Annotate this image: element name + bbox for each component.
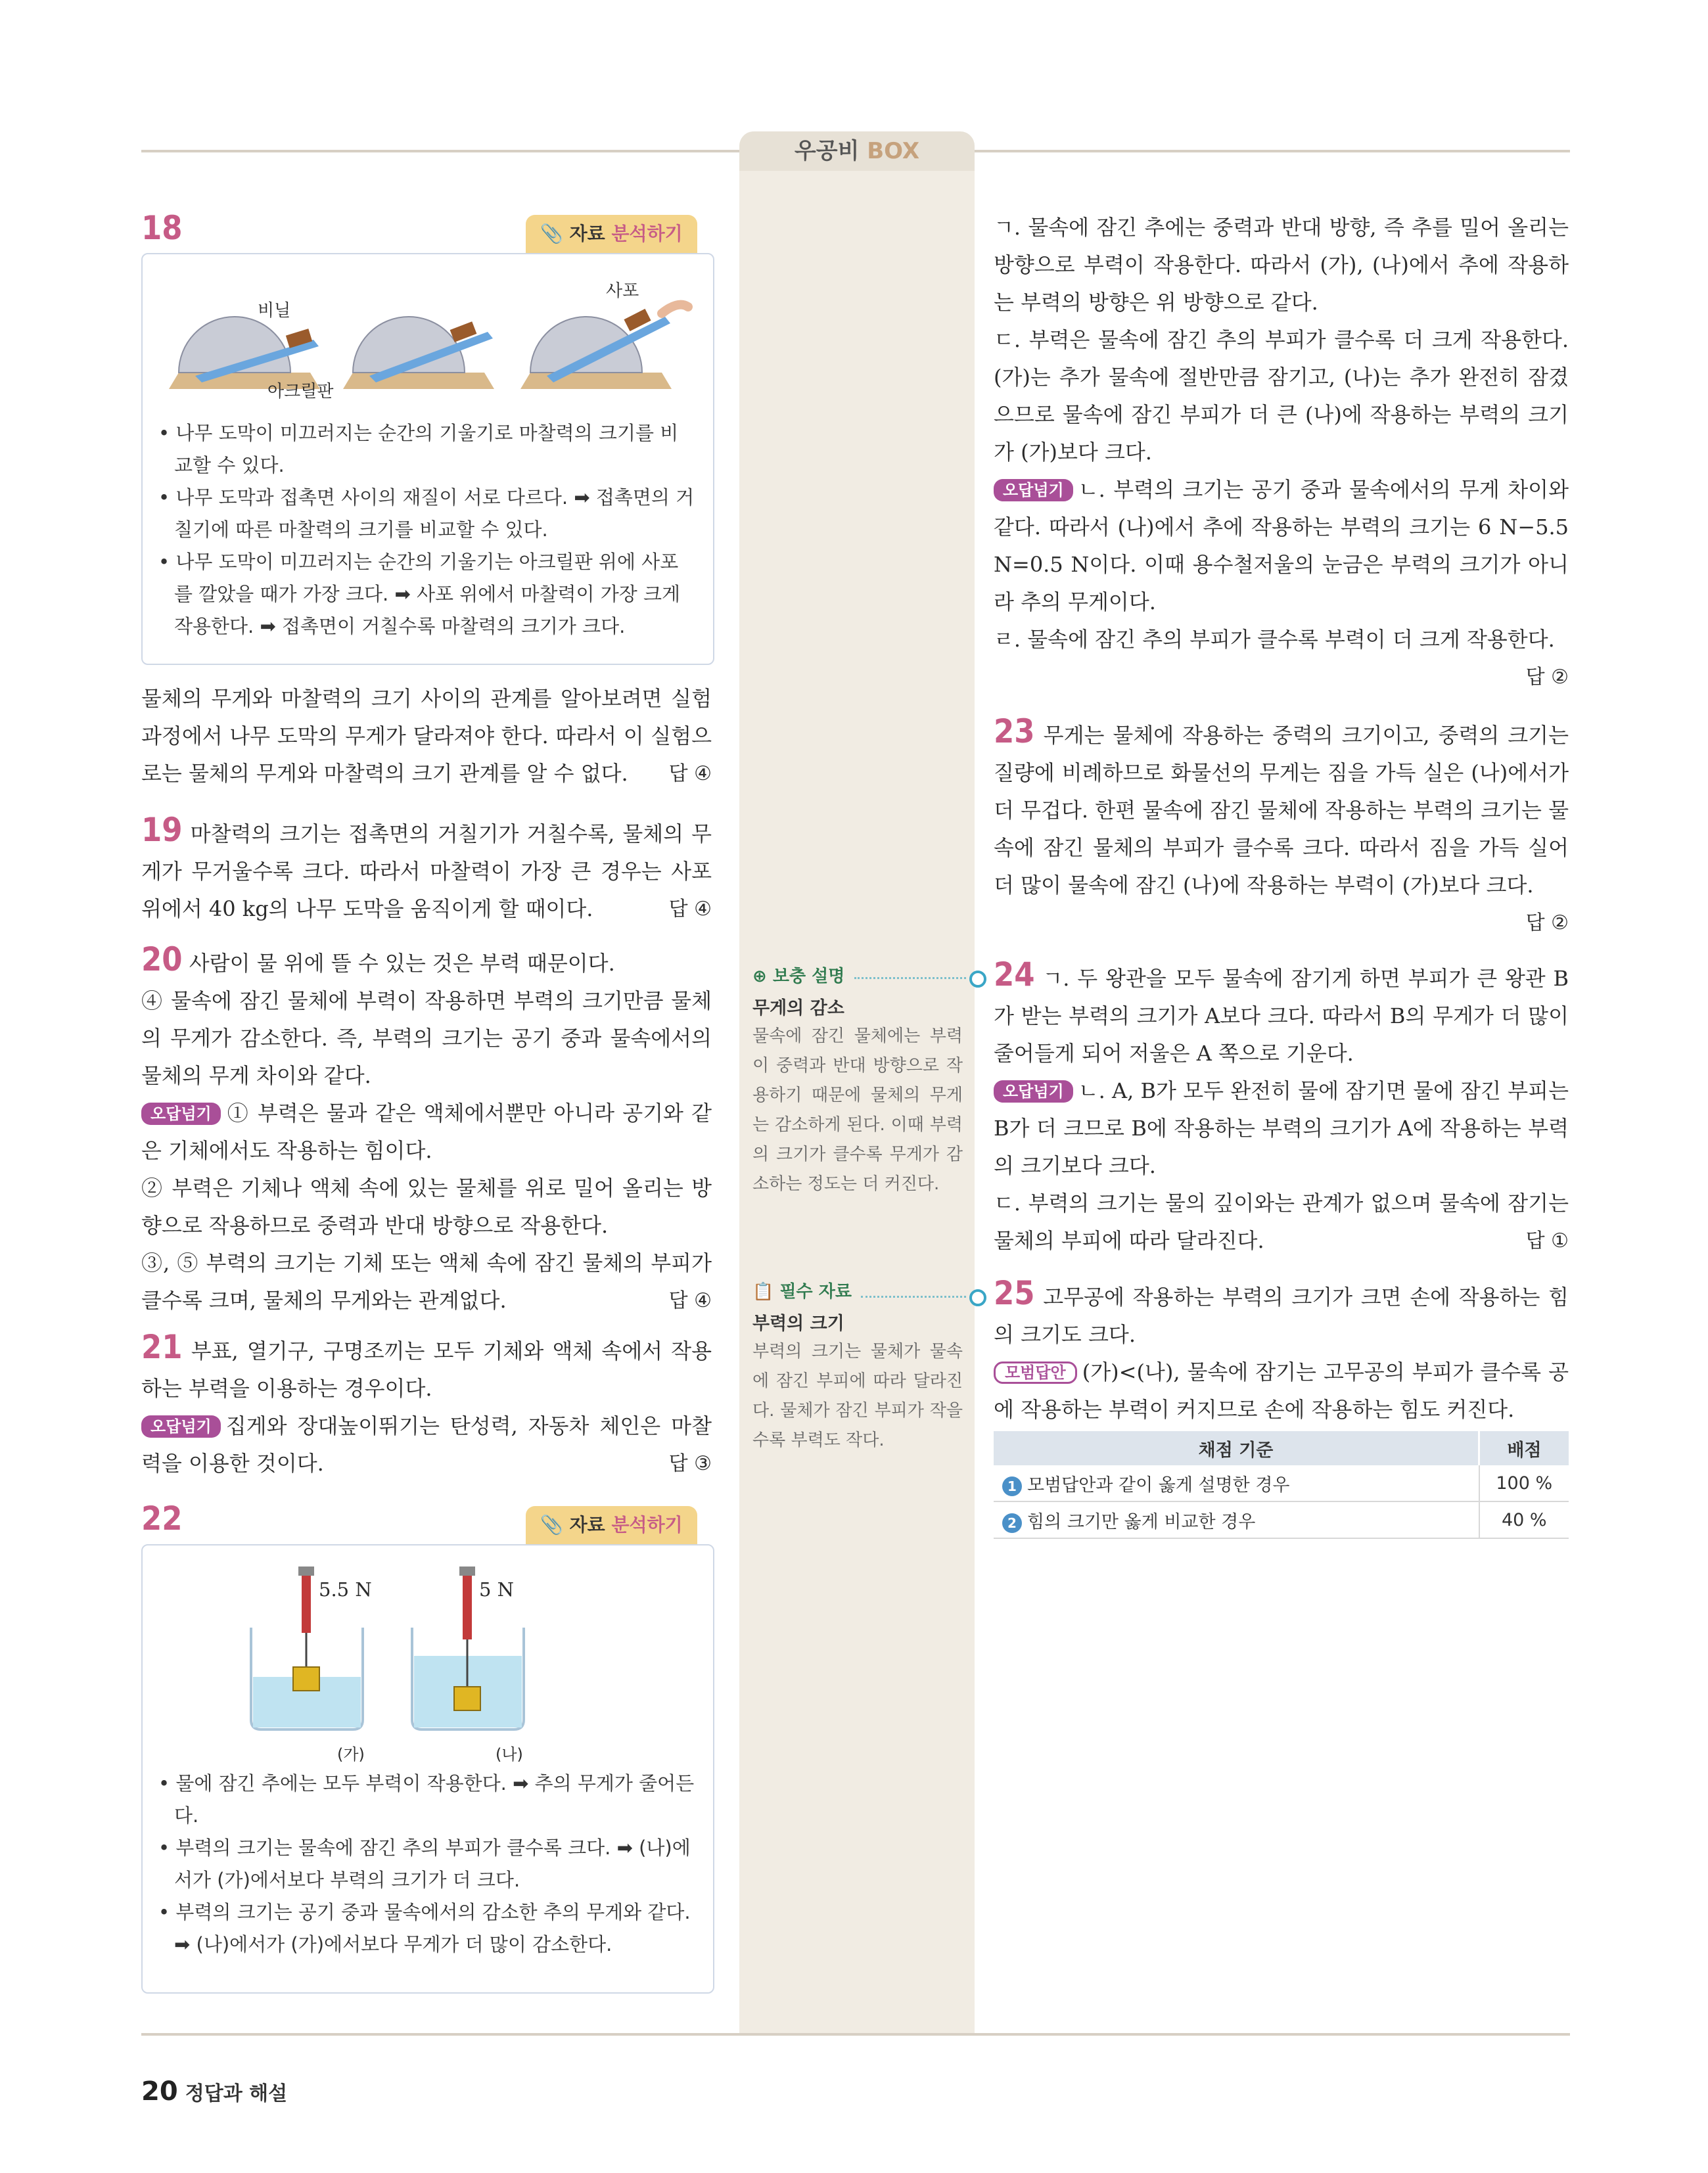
- scoring-table-header: [994, 1431, 1569, 1465]
- row-criteria: 모범답안과 같이 옳게 설명한 경우: [1027, 1475, 1290, 1496]
- table-row: [994, 1501, 1569, 1538]
- row-number-badge: 2: [1002, 1513, 1022, 1533]
- page-number: 20: [141, 2076, 178, 2107]
- q25-number: 25: [994, 1274, 1035, 1312]
- q18-bullet: • 나무 도막이 미끄러지는 순간의 기울기는 아크릴판 위에 사포를 깔았을 때가 가장 크다. ➡ 사포 위에서 마찰력이 가장 크게 작용한다. ➡ 접촉면이 거칠수록 마찰력의 크기가 크다.: [158, 551, 681, 637]
- ramp-sandpaper: [520, 305, 688, 389]
- q22-text1: ㄱ. 물속에 잠긴 추에는 중력과 반대 방향, 즉 추를 밀어 올리는 방향으로 부력이 작용한다. 따라서 (가), (나)에서 추에 작용하는 부력의 방향은 위 방향으로 같다.: [994, 215, 1569, 315]
- q24-number: 24: [994, 955, 1035, 994]
- q22-answer: 답 ②: [1525, 666, 1569, 689]
- side-note-essential: [752, 1278, 963, 1455]
- q22-wrong-tag: 오답넘기: [994, 479, 1073, 501]
- q21-wrong-tag: 오답넘기: [141, 1415, 221, 1438]
- scoring-header-criteria: 채점 기준: [994, 1431, 1479, 1465]
- q18-bullets: [157, 417, 696, 643]
- side-note-supplement-head: ⊕ 보충 설명: [752, 967, 845, 986]
- connector-24-ring: [969, 971, 986, 988]
- q18-bullet: • 나무 도막과 접촉면 사이의 재질이 서로 다르다. ➡ 접촉면의 거칠기에 따른 마찰력의 크기를 비교할 수 있다.: [158, 486, 695, 541]
- bottom-rule: [141, 2033, 1570, 2036]
- buoyancy-beaker-illustration: [143, 1545, 713, 1762]
- q23-number: 23: [994, 712, 1035, 750]
- q19-explanation: [141, 812, 712, 928]
- q21-number: 21: [141, 1328, 183, 1366]
- q22-badge-b: 분석하기: [611, 1514, 683, 1536]
- label-a: (가): [337, 1745, 365, 1764]
- q22-analysis-panel: [141, 1544, 714, 1994]
- label-sandpaper: 사포: [606, 281, 639, 301]
- q21-explanation: [141, 1329, 712, 1482]
- q25-text1: 고무공에 작용하는 부력의 크기가 크면 손에 작용하는 힘의 크기도 크다.: [994, 1285, 1569, 1347]
- side-note-supplement-title: 무게의 감소: [752, 998, 844, 1018]
- q20-text3: ① 부력은 물과 같은 액체에서뿐만 아니라 공기와 같은 기체에서도 작용하는 힘이다.: [141, 1101, 712, 1163]
- side-note-essential-title: 부력의 크기: [752, 1314, 844, 1334]
- connector-25-ring: [969, 1289, 986, 1306]
- side-note-supplement: [752, 963, 963, 1199]
- q22-text2: ㄷ. 부력은 물속에 잠긴 추의 부피가 클수록 더 크게 작용한다. (가)는 추가 물속에 절반만큼 잠기고, (나)는 추가 완전히 잠겼으므로 물속에 잠긴 부피가 더 큰 (나)에 작용하는 부력의 크기가 (가)보다 크다.: [994, 327, 1569, 465]
- connector-25: [861, 1296, 966, 1298]
- q23-answer: 답 ②: [1525, 911, 1569, 934]
- ramp-acrylic: [343, 317, 494, 389]
- q18-explanation: [141, 680, 712, 792]
- reading-a: 5.5 N: [319, 1578, 372, 1601]
- q18-number: 18: [141, 209, 183, 247]
- q22-explanation: [994, 209, 1569, 696]
- sidebar-title-box: BOX: [867, 138, 920, 164]
- q24-text3: ㄷ. 부력의 크기는 물의 깊이와는 관계가 없으며 물속에 잠기는 물체의 부피에 따라 달라진다.: [994, 1191, 1569, 1253]
- q19-text: 마찰력의 크기는 접촉면의 거칠기가 거칠수록, 물체의 무게가 무거울수록 크다. 따라서 마찰력이 가장 큰 경우는 사포 위에서 40 kg의 나무 도막을 움직이게 할 때이다.: [141, 821, 712, 921]
- q18-answer: 답 ④: [668, 762, 712, 785]
- q21-text1: 부표, 열기구, 구명조끼는 모두 기체와 액체 속에서 작용하는 부력을 이용하는 경우이다.: [141, 1338, 712, 1401]
- plus-icon: ⊕: [752, 967, 767, 986]
- q18-analysis-badge: [526, 215, 697, 253]
- q22-analysis-badge: [526, 1506, 697, 1544]
- row-score: 40 %: [1479, 1501, 1569, 1538]
- table-row: [994, 1465, 1569, 1501]
- q20-text5: ③, ⑤ 부력의 크기는 기체 또는 액체 속에 잠긴 물체의 부피가 클수록 크며, 물체의 무게와는 관계없다.: [141, 1250, 712, 1313]
- q25-model-tag: 모범답안: [994, 1361, 1077, 1384]
- q24-answer: 답 ①: [1525, 1229, 1569, 1252]
- q22-text4: ㄹ. 물속에 잠긴 추의 부피가 클수록 부력이 더 크게 작용한다.: [994, 627, 1555, 652]
- clip-icon: 📎: [540, 1514, 563, 1536]
- q24-text2: ㄴ. A, B가 모두 완전히 물에 잠기면 물에 잠긴 부피는 B가 더 크므로 B에 작용하는 부력의 크기가 A에 작용하는 부력의 크기보다 크다.: [994, 1078, 1569, 1178]
- q18-bullet: • 나무 도막이 미끄러지는 순간의 기울기로 마찰력의 크기를 비교할 수 있다.: [158, 422, 679, 476]
- label-acrylic: 아크릴판: [267, 382, 334, 401]
- q23-explanation: [994, 713, 1569, 942]
- q22-badge-a: 자료: [569, 1514, 612, 1536]
- q19-answer: 답 ④: [668, 898, 712, 921]
- connector-24: [854, 977, 966, 979]
- sidebar-title-prefix: 우공비: [794, 138, 867, 164]
- q24-explanation: [994, 956, 1569, 1260]
- row-criteria: 힘의 크기만 옳게 비교한 경우: [1027, 1511, 1256, 1532]
- clip-icon: 📎: [540, 223, 563, 244]
- q25-text2: (가)<(나), 물속에 잠기는 고무공의 부피가 클수록 공에 작용하는 부력이 커지므로 손에 작용하는 힘도 커진다.: [994, 1360, 1569, 1422]
- q22-text3: ㄴ. 부력의 크기는 공기 중과 물속에서의 무게 차이와 같다. 따라서 (나)에서 추에 작용하는 부력의 크기는 6 N−5.5 N=0.5 N이다. 이때 용수철저울의 눈금은 부력의 크기가 아니라 추의 무게이다.: [994, 477, 1569, 614]
- row-score: 100 %: [1479, 1465, 1569, 1501]
- q20-explanation: [141, 941, 712, 1319]
- side-note-essential-text: 부력의 크기는 물체가 물속에 잠긴 부피에 따라 달라진다. 물체가 잠긴 부피가 작을수록 부력도 작다.: [752, 1342, 963, 1450]
- row-number-badge: 1: [1002, 1476, 1022, 1496]
- q22-bullet: • 부력의 크기는 물속에 잠긴 추의 부피가 클수록 크다. ➡ (나)에서가 (가)에서보다 부력의 크기가 더 크다.: [158, 1837, 691, 1891]
- q23-text: 무게는 물체에 작용하는 중력의 크기이고, 중력의 크기는 질량에 비례하므로 화물선의 무게는 짐을 가득 실은 (나)에서가 더 무겁다. 한편 물속에 잠긴 물체에 작용하는 부력의 크기는 물속에 잠긴 물체의 부피가 클수록 크다. 따라서 짐을 가득 실어 더 많이 물속에 잠긴 (나)에 작용하는 부력이 (가)보다 크다.: [994, 723, 1569, 898]
- q25-explanation: [994, 1275, 1569, 1429]
- q22-number: 22: [141, 1499, 183, 1538]
- q20-number: 20: [141, 940, 183, 978]
- q20-text4: ② 부력은 기체나 액체 속에 있는 물체를 위로 밀어 올리는 방향으로 작용하므로 중력과 반대 방향으로 작용한다.: [141, 1176, 712, 1238]
- q20-wrong-tag: 오답넘기: [141, 1103, 221, 1125]
- q24-wrong-tag: 오답넘기: [994, 1080, 1073, 1103]
- q19-number: 19: [141, 811, 183, 849]
- q21-text2: 집게와 장대높이뛰기는 탄성력, 자동차 체인은 마찰력을 이용한 것이다.: [141, 1413, 712, 1476]
- q18-text: 물체의 무게와 마찰력의 크기 사이의 관계를 알아보려면 실험 과정에서 나무 도막의 무게가 달라져야 한다. 따라서 이 실험으로는 물체의 무게와 마찰력의 크기 관계를 알 수 없다.: [141, 686, 712, 786]
- q21-answer: 답 ③: [668, 1452, 712, 1475]
- clipboard-icon: 📋: [752, 1282, 774, 1302]
- q22-bullets: [157, 1768, 696, 1961]
- q18-badge-b: 분석하기: [611, 223, 683, 244]
- page-footer: [141, 2076, 287, 2107]
- q22-bullet: • 물에 잠긴 추에는 모두 부력이 작용한다. ➡ 추의 무게가 줄어든다.: [158, 1772, 695, 1827]
- q22-bullet: • 부력의 크기는 공기 중과 물속에서의 감소한 추의 무게와 같다. ➡ (나)에서가 (가)에서보다 무게가 더 많이 감소한다.: [158, 1901, 691, 1956]
- q20-answer: 답 ④: [668, 1289, 712, 1312]
- book-title: 정답과 해설: [185, 2082, 288, 2105]
- q18-analysis-panel: [141, 253, 714, 665]
- side-note-supplement-text: 물속에 잠긴 물체에는 부력이 중력과 반대 방향으로 작용하기 때문에 물체의 무게는 감소하게 된다. 이때 부력의 크기가 클수록 무게가 감소하는 정도는 더 커진다.: [752, 1026, 963, 1194]
- q20-text2: ④ 물속에 잠긴 물체에 부력이 작용하면 부력의 크기만큼 물체의 무게가 감소한다. 즉, 부력의 크기는 공기 중과 물속에서의 물체의 무게 차이와 같다.: [141, 988, 712, 1088]
- q24-text1: ㄱ. 두 왕관을 모두 물속에 잠기게 하면 부피가 큰 왕관 B가 받는 부력의 크기가 A보다 크다. 따라서 B의 무게가 더 많이 줄어들게 되어 저울은 A 쪽으로 기운다.: [994, 966, 1569, 1066]
- reading-b: 5 N: [479, 1578, 515, 1601]
- q20-text1: 사람이 물 위에 뜰 수 있는 것은 부력 때문이다.: [189, 951, 615, 976]
- label-b: (나): [496, 1745, 523, 1764]
- label-vinyl: 비닐: [258, 301, 291, 321]
- q18-badge-a: 자료: [569, 223, 612, 244]
- side-note-essential-head: 📋 필수 자료: [752, 1282, 852, 1302]
- scoring-table: [994, 1431, 1569, 1539]
- sidebar-title: [739, 131, 975, 171]
- scoring-header-score: 배점: [1479, 1431, 1569, 1465]
